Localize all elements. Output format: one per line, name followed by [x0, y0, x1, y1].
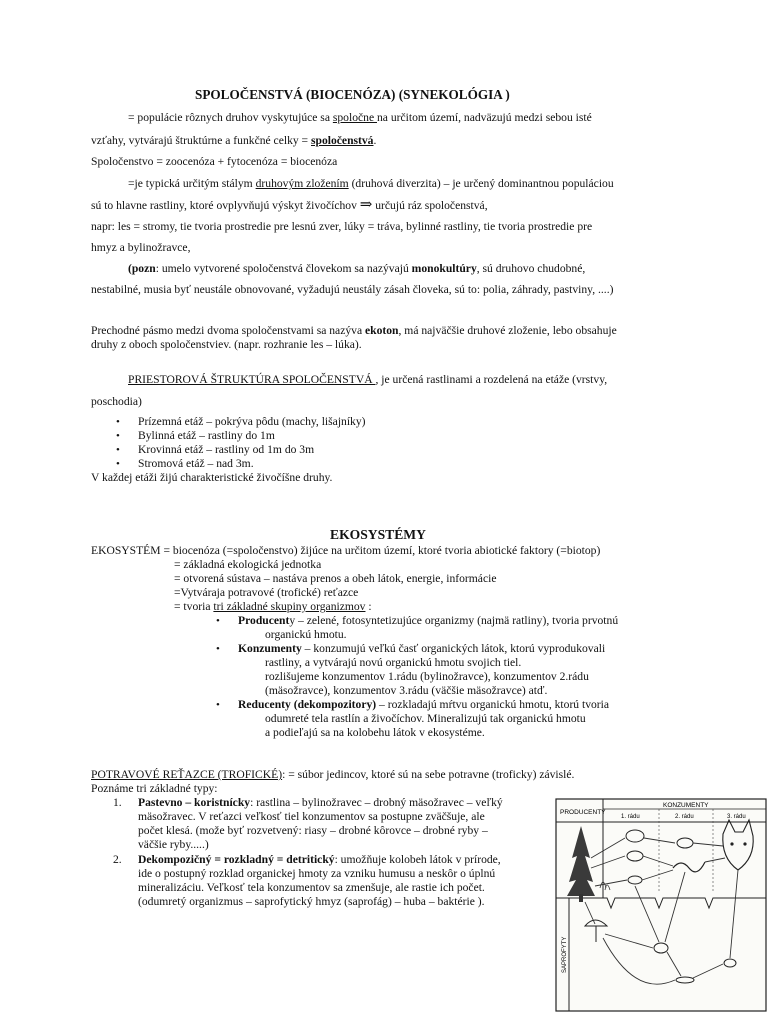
text-run: Prechodné pásmo medzi dvoma spoločenstvami sa nazýva [91, 324, 365, 337]
section-title-ekosystemy: EKOSYSTÉMY [330, 527, 426, 542]
text-run: sú to hlavne rastliny, ktoré ovplyvňujú výskyt živočíchov [91, 199, 360, 212]
ecosystem-line: = otvorená sústava – nastáva prenos a obeh látok, energie, informácie [174, 572, 497, 585]
bold-term: ekoton [365, 324, 399, 337]
figure-label-rad1: 1. rádu [621, 814, 640, 820]
paragraph-definition-line2 [91, 134, 376, 148]
figure-label-rad3: 3. rádu [727, 814, 746, 820]
underlined-heading: PRIESTOROVÁ ŠTRUKTÚRA SPOLOČENSTVÁ [128, 373, 376, 386]
text-run: – rozkladajú mŕtvu organickú hmotu, ktorú tvoria [376, 698, 610, 711]
paragraph-spatial-line2: poschodia) [91, 395, 142, 408]
text-run: . [373, 134, 377, 147]
food-chain-item-1 [113, 796, 503, 810]
underlined-term: tri základné skupiny organizmov [213, 600, 366, 613]
text-run: : umožňuje kolobeh látok v prírode, [334, 853, 501, 866]
text-run: určujú ráz spoločenstvá, [372, 199, 488, 212]
ecosystem-line: =Vytváraja potravové (trofické) reťazce [174, 586, 359, 599]
text-run: vzťahy, vytvárajú štruktúrne a funkčné celky = [91, 134, 311, 147]
food-chain-item-2 [113, 853, 501, 867]
paragraph-spatial-structure [128, 373, 607, 387]
bold-underlined-term: spoločenstvá [311, 134, 374, 147]
organism-group-consumers [238, 642, 605, 656]
text-run: , sú druhovo chudobné, [476, 262, 586, 275]
organism-group-reducers [238, 698, 609, 712]
paragraph-ecotone-line2: druhy z oboch spoločenstviev. (napr. rozhranie les – lúka). [91, 338, 362, 351]
layer-list-item: • Bylinná etáž – rastliny do 1m [138, 429, 275, 443]
organism-group-line: (mäsožravce), konzumentov 3.rádu (väčšie mäsožravce) atď. [265, 684, 548, 697]
ecosystem-line: = základná ekologická jednotka [174, 558, 322, 571]
paragraph-ecotone [91, 324, 617, 338]
figure-label-producenty: PRODUCENTY [560, 809, 606, 816]
food-chain-intro: Poznáme tri základné typy: [91, 782, 218, 795]
underlined-term: druhovým zložením [255, 177, 349, 190]
double-arrow-icon: ⇒ [359, 197, 373, 213]
text-run: =je typická určitým stálym [128, 177, 256, 190]
organism-group-line: a podieľajú sa na kolobehu látok v ekosystéme. [265, 726, 485, 739]
layer-list-item: • Prízemná etáž – pokrýva pôdu (machy, lišajníky) [138, 415, 366, 429]
bold-term: Dekompozičný = rozkladný = detritický [138, 853, 335, 866]
paragraph-species-line3: napr: les = stromy, tie tvoria prostredie pre lesnú zver, lúky = tráva, bylinné rastliny, tie tvoria prostredie pre [91, 220, 593, 233]
figure-label-saprofyty: SAPROFYTY [562, 936, 568, 973]
food-chain-line: mineralizáciu. Veľkosť tela konzumentov sa zmenšuje, ale rastie ich počet. [138, 881, 485, 894]
organism-group-line: rozlišujeme konzumentov 1.rádu (bylinožravce), konzumentov 2.rádu [265, 670, 589, 683]
food-chain-line: počet klesá. (može byť rozvetvený: riasy – drobné kôrovce – drobné ryby – [138, 824, 488, 837]
bold-term: Konzumenty [238, 642, 302, 655]
bold-term: Pastevno – koristnícky [138, 796, 251, 809]
organism-group-line: rastliny, a vytvárajú novú organickú hmotu svojich tiel. [265, 656, 522, 669]
text-run: = tvoria [174, 600, 214, 613]
section-title-spolocenstva: SPOLOČENSTVÁ (BIOCENÓZA) (SYNEKOLÓGIA ) [195, 87, 510, 102]
list-number: 1. [113, 796, 122, 809]
text-run: – konzumujú veľkú časť organických látok, ktorú vyprodukovali [301, 642, 606, 655]
bold-term: Producent [238, 614, 290, 627]
paragraph-animals-per-layer: V každej etáži žijú charakteristické živočíšne druhy. [91, 471, 333, 484]
equation-line: Spoločenstvo = zoocenóza + fytocenóza = biocenóza [91, 155, 338, 168]
text-run: (druhová diverzita) – je určený dominantnou populáciou [348, 177, 614, 190]
text-run: na určitom území, nadväzujú medzi sebou isté [377, 111, 592, 124]
food-chain-line: mäsožravec. V reťazci veľkosť tiel konzumentov sa postupne zväčšuje, ale [138, 810, 485, 823]
organism-group-producers [238, 614, 618, 628]
text-run: : = súbor jedincov, ktoré sú na sebe potravne (troficky) závislé. [282, 768, 575, 781]
paragraph-note-line2: nestabilné, musia byť neustále obnovované, vyžadujú neustály zásah človeka, sú to: polia, záhrady, pastviny, ....) [91, 283, 614, 296]
layer-list-item: • Krovinná etáž – rastliny od 1m do 3m [138, 443, 314, 457]
bold-term: (pozn [128, 262, 156, 275]
food-chain-line: (odumretý organizmus – saprofytický hmyz (saprofág) – huba – baktérie ). [138, 895, 485, 908]
underlined-term: spoločne [332, 111, 377, 124]
layer-list-item: • Stromová etáž – nad 3m. [138, 457, 254, 471]
organism-group-line: organickú hmotu. [265, 628, 347, 641]
text-run: : [365, 600, 372, 613]
bold-term: monokultúry [411, 262, 477, 275]
food-chain-line: ide o postupný rozklad organickej hmoty za vzniku humusu a neskôr o úplnú [138, 867, 496, 880]
text-run: : umelo vytvorené spoločenstvá človekom sa nazývajú [155, 262, 412, 275]
text-run: , má najväčšie druhové zloženie, lebo obsahuje [398, 324, 617, 337]
paragraph-note-monocultures [128, 262, 585, 276]
text-run: , je určená rastlinami a rozdelená na etáže (vrstvy, [375, 373, 608, 386]
text-run: = populácie rôznych druhov vyskytujúce sa [128, 111, 333, 124]
ecosystem-line [174, 600, 372, 614]
list-number: 2. [113, 853, 122, 866]
text-run: : rastlina – bylinožravec – drobný mäsožravec – veľký [250, 796, 503, 809]
ecosystem-definition: EKOSYSTÉM = biocenóza (=spoločenstvo) žijúce na určitom území, ktoré tvoria abiotické faktory (=biotop) [91, 544, 601, 557]
paragraph-species-composition [128, 177, 614, 191]
figure-label-rad2: 2. rádu [675, 814, 694, 820]
food-web-figure [555, 798, 767, 1012]
bold-term: Reducenty (dekompozitory) [238, 698, 377, 711]
paragraph-species-line2 [91, 198, 488, 213]
paragraph-species-line4: hmyz a bylinožravce, [91, 241, 191, 254]
figure-label-konzumenty: KONZUMENTY [663, 802, 709, 809]
text-run: y – zelené, fotosyntetizujúce organizmy (najmä ratliny), tvoria prvotnú [289, 614, 619, 627]
food-chain-heading [91, 768, 574, 782]
paragraph-definition [128, 111, 592, 125]
organism-group-line: odumreté tela rastlín a živočíchov. Mineralizujú tak organickú hmotu [265, 712, 586, 725]
food-chain-line: väčšie ryby.....) [138, 838, 209, 851]
underlined-heading: POTRAVOVÉ REŤAZCE (TROFICKÉ) [91, 768, 283, 781]
